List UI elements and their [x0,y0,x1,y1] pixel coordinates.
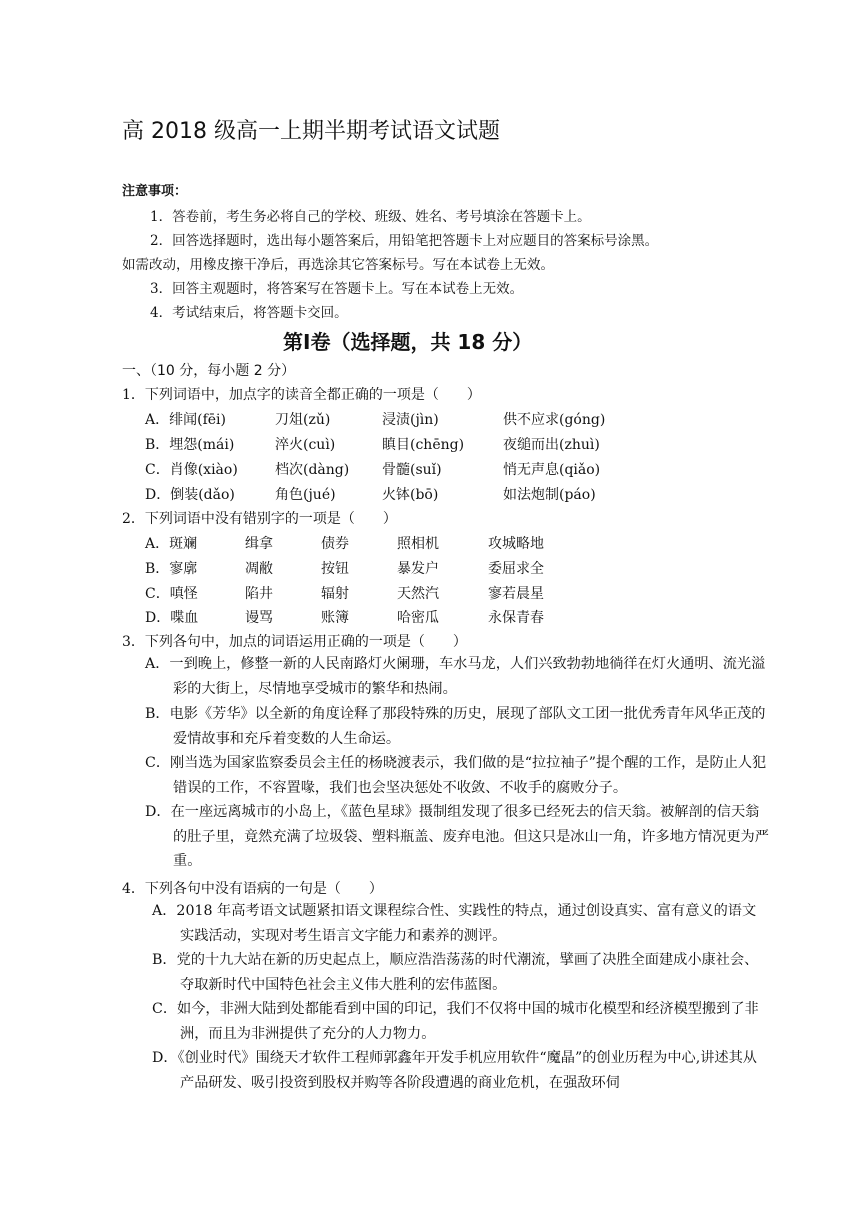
q1-cell: 刀俎(zǔ) [275,412,331,428]
q3-option-d: D．在一座远离城市的小岛上，《蓝色星球》摄制组发现了很多已经死去的信天翁。被解剖的信天翁的肚子里，竟然充满了垃圾袋、塑料瓶盖、废弃电池。但这只是冰山一角，许多地方情况更为严重。 [145,804,769,869]
q2-cell: A．斑斓 [145,536,198,552]
q1-cell: 骨髓(suǐ) [382,462,442,478]
q2-cell: 照相机 [397,536,439,552]
q2-cell: 辐射 [321,586,349,602]
q2-cell: 债券 [321,536,349,552]
q2-cell: 暴发户 [397,561,439,577]
q1-cell: 悄无声息(qiǎo) [503,462,601,478]
q2-cell: 哈密瓜 [397,610,439,626]
q2-cell: 凋敝 [245,561,273,577]
q2-cell: C．嗔怪 [145,586,198,602]
q1-cell: 角色(jué) [275,487,336,503]
q1-cell: 浸渍(jìn) [382,412,439,428]
q1-cell: 夜缒而出(zhuì) [503,437,600,453]
q2-cell: 谩骂 [245,610,273,626]
q2-cell: B．寥廓 [145,561,198,577]
q1-cell: 档次(dàng) [275,462,350,478]
part-one-heading: 一、（10 分，每小题 2 分） [122,363,296,379]
q3-option-c: C．刚当选为国家监察委员会主任的杨晓渡表示，我们做的是“拉拉袖子”提个醒的工作，是防止人犯错误的工作，不容置喙，我们也会坚决惩处不收敛、不收手的腐败分子。 [145,755,767,796]
q4-option-d: D．《创业时代》围绕天才软件工程师郭鑫年开发手机应用软件“魔晶”的创业历程为中心,讲述其从产品研发、吸引投资到股权并购等各阶段遭遇的商业危机，在强敌环伺 [152,1050,757,1091]
question-3-stem: 3．下列各句中，加点的词语运用正确的一项是（ ） [122,634,467,650]
notice-item: 4．考试结束后，将答题卡交回。 [150,305,348,321]
notice-item: 3．回答主观题时，将答案写在答题卡上。写在本试卷上无效。 [150,281,524,297]
q4-option-a: A．2018 年高考语文试题紧扣语文课程综合性、实践性的特点，通过创设真实、富有意义的语文实践活动，实现对考生语言文字能力和素养的测评。 [152,903,757,944]
notice-heading: 注意事项： [122,184,188,199]
notice-item: 1．答卷前，考生务必将自己的学校、班级、姓名、考号填涂在答题卡上。 [150,209,591,225]
section-title: 第Ⅰ卷（选择题，共 18 分） [283,330,533,354]
q1-cell: 淬火(cuì) [275,437,336,453]
q3-option-a: A．一到晚上，修整一新的人民南路灯火阑珊，车水马龙，人们兴致勃勃地徜徉在灯火通明、流光溢彩的大街上，尽情地享受城市的繁华和热闹。 [145,656,766,697]
q3-option-b: B．电影《芳华》以全新的角度诠释了那段特殊的历史，展现了部队文工团一批优秀青年风华正茂的爱情故事和充斥着变数的人生命运。 [145,706,766,747]
exam-title: 高 2018 级高一上期半期考试语文试题 [122,119,500,144]
q1-cell: D．倒装(dǎo) [145,487,235,503]
question-2-stem: 2．下列词语中没有错别字的一项是（ ） [122,511,397,527]
q1-cell: C．肖像(xiào) [145,462,238,478]
q2-cell: 天然汽 [397,586,439,602]
q2-cell: 陷井 [245,586,273,602]
q2-cell: 委屈求全 [488,561,544,577]
notice-item: 如需改动，用橡皮擦干净后，再选涂其它答案标号。写在本试卷上无效。 [122,257,554,273]
q1-cell: B．埋怨(mái) [145,437,235,453]
q2-cell: D．喋血 [145,610,199,626]
q2-cell: 永保青春 [488,610,544,626]
q1-cell: 供不应求(góng) [503,412,606,428]
q2-cell: 账簿 [321,610,349,626]
q1-cell: 火钵(bō) [382,487,439,503]
q4-option-b: B．党的十九大站在新的历史起点上，顺应浩浩荡荡的时代潮流，擘画了决胜全面建成小康社会、夺取新时代中国特色社会主义伟大胜利的宏伟蓝图。 [152,952,759,993]
q1-cell: 如法炮制(páo) [503,487,596,503]
q4-option-c: C．如今，非洲大陆到处都能看到中国的印记，我们不仅将中国的城市化模型和经济模型搬到了非洲，而且为非洲提供了充分的人力物力。 [152,1001,759,1042]
q2-cell: 攻城略地 [488,536,544,552]
q1-cell: 瞋目(chēng) [382,437,465,453]
q1-cell: A．绯闻(fēi) [145,412,226,428]
q2-cell: 缉拿 [245,536,273,552]
question-4-stem: 4．下列各句中没有语病的一句是（ ） [122,881,383,897]
q2-cell: 寥若晨星 [488,586,544,602]
question-1-stem: 1．下列词语中，加点字的读音全都正确的一项是（ ） [122,387,481,403]
notice-item: 2．回答选择题时，选出每小题答案后，用铅笔把答题卡上对应题目的答案标号涂黑。 [150,233,659,249]
q2-cell: 按钮 [321,561,349,577]
